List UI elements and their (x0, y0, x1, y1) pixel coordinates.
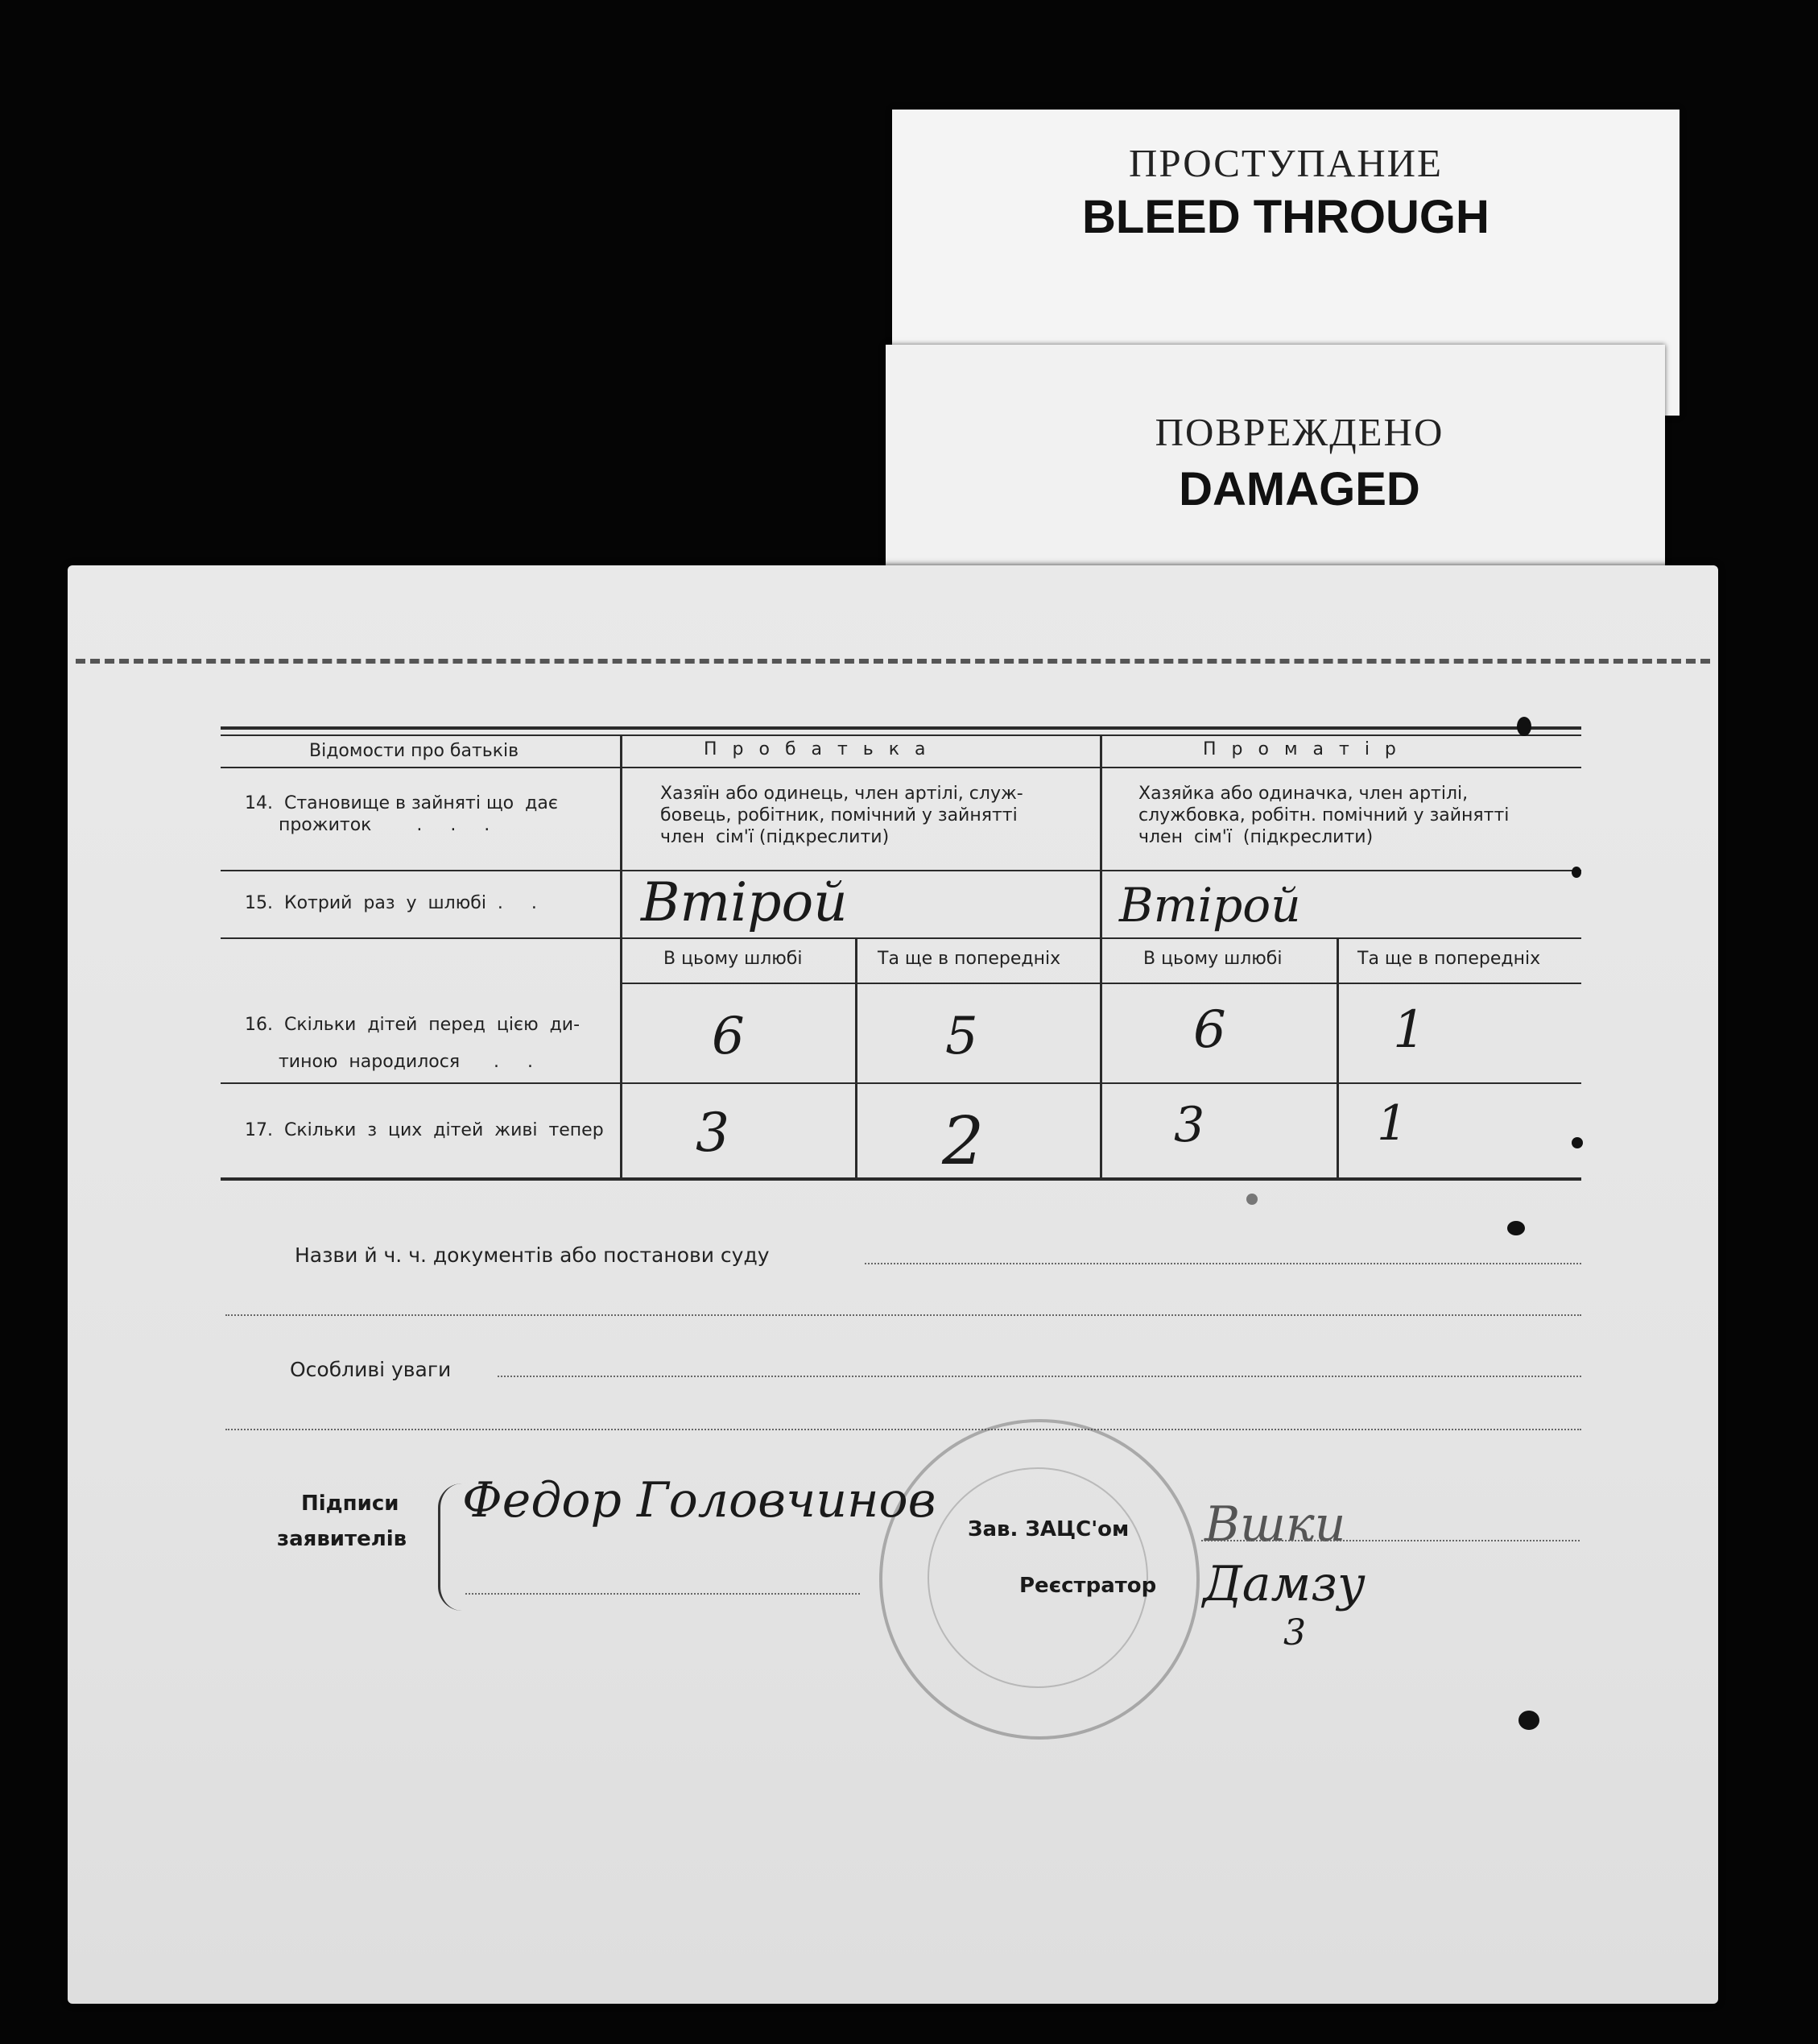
sub-header-father-previous: Та ще в попередніх (878, 949, 1061, 969)
row16-bottom-rule (221, 1082, 1581, 1084)
header-mother: П р о м а т і р (1203, 739, 1401, 759)
perforation-line (76, 659, 1710, 664)
row14-bottom-rule (221, 870, 1581, 871)
row17-mother-previous: 1 (1377, 1095, 1408, 1152)
page-note: 3 (1283, 1612, 1306, 1653)
header-bottom-rule (221, 767, 1581, 768)
damage-spot (1572, 867, 1581, 878)
row16-mother-current: 6 (1193, 1000, 1226, 1060)
registrar-label: Реєстратор (1019, 1574, 1157, 1598)
damage-spot (1517, 717, 1531, 736)
signatures-label-2: заявителів (277, 1527, 407, 1551)
bleed-through-ru: ПРОСТУПАНИЕ (1128, 141, 1443, 185)
sub-header-father-current: В цьому шлюбі (663, 949, 803, 969)
row17-mother-current: 3 (1174, 1097, 1205, 1153)
head-label: Зав. ЗАЦС'ом (968, 1517, 1130, 1541)
table-top-rule (221, 726, 1581, 730)
row16-father-current: 6 (712, 1007, 745, 1066)
damaged-card (886, 345, 1665, 586)
sub-header-mother-previous: Та ще в попередніх (1357, 949, 1541, 969)
row15-bottom-rule (221, 937, 1581, 939)
remarks-line-1 (498, 1376, 1581, 1377)
row14-father-options: Хазяїн або одинець, член артілі, служ- бовець, робітник, помічний у зайнятті член сім'ї (підкреслити) (660, 784, 1023, 847)
damage-spot (1518, 1711, 1539, 1730)
col-divider-father-sub (855, 937, 857, 1179)
row16-mother-previous: 1 (1393, 1000, 1426, 1060)
row17-father-previous: 2 (942, 1103, 985, 1180)
damage-spot (1572, 1137, 1583, 1148)
col-divider-1 (620, 734, 622, 1179)
row14-mother-options: Хазяйка або одиначка, член артілі, службовка, робітн. помічний у зайнятті член сім'ї (підкреслити) (1138, 784, 1510, 847)
damaged-en: DAMAGED (1179, 463, 1420, 515)
sub-header-mother-current: В цьому шлюбі (1143, 949, 1283, 969)
documents-line-1 (865, 1263, 1581, 1264)
civil-record-page (68, 565, 1718, 2004)
registrar-signature: Дамзу (1203, 1556, 1366, 1612)
damage-spot (1246, 1194, 1258, 1205)
applicant-signature-line (465, 1593, 860, 1595)
row15-father-value: Втірой (641, 871, 848, 933)
col-divider-2 (1100, 734, 1102, 1179)
documents-line-2 (225, 1314, 1581, 1316)
header-parents: Відомости про батьків (309, 741, 519, 761)
row16-father-previous: 5 (945, 1007, 978, 1066)
row17-label: 17. Скільки з цих дітей живі тепер (245, 1120, 604, 1140)
head-signature-line (1201, 1540, 1580, 1541)
signatures-label-1: Підписи (301, 1492, 399, 1516)
damage-spot (1507, 1221, 1525, 1235)
row16-label: 16. Скільки дітей перед цією ди- тиною народилося . . (245, 1015, 581, 1072)
remarks-line-2 (225, 1429, 1581, 1430)
row15-mother-value: Втірой (1119, 878, 1301, 933)
table-top-rule-2 (221, 734, 1581, 736)
table-bottom-rule (221, 1177, 1581, 1181)
documents-label: Назви й ч. ч. документів або постанови суду (295, 1243, 770, 1267)
head-signature: Вшки (1204, 1496, 1346, 1553)
bleed-through-en: BLEED THROUGH (1082, 191, 1490, 243)
col-divider-mother-sub (1337, 937, 1339, 1179)
signatures-brace (438, 1483, 465, 1611)
remarks-label: Особливі уваги (290, 1358, 452, 1381)
row14-label: 14. Становище в зайняті що дає прожиток . . . (245, 793, 558, 835)
row15-label: 15. Котрий раз у шлюбі . . (245, 893, 537, 913)
header-father: П р о б а т ь к а (704, 739, 931, 759)
damaged-ru: ПОВРЕЖДЕНО (1155, 410, 1444, 454)
row17-father-current: 3 (696, 1102, 729, 1164)
applicant-signature: Федор Головчинов (462, 1472, 936, 1529)
